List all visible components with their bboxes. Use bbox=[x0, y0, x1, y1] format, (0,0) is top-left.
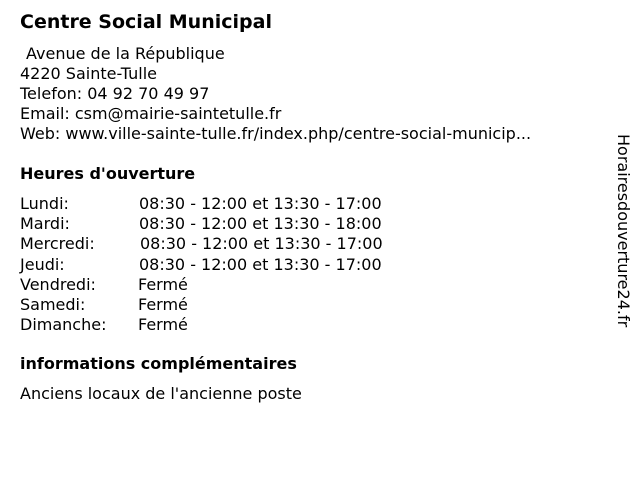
phone-line: Telefon: 04 92 70 49 97 bbox=[20, 84, 210, 103]
day-label: Lundi: bbox=[20, 194, 69, 213]
day-label: Vendredi: bbox=[20, 274, 96, 294]
street-address: Avenue de la République bbox=[26, 44, 225, 63]
watermark-text: Horairesdouverture24.fr bbox=[614, 134, 633, 328]
contact-block bbox=[20, 44, 531, 144]
day-label: Dimanche: bbox=[20, 315, 107, 335]
email-line: Email: csm@mairie-saintetulle.fr bbox=[20, 104, 282, 123]
time-value: 08:30 - 12:00 et 13:30 - 17:00 bbox=[140, 234, 383, 254]
day-label: Jeudi: bbox=[20, 254, 65, 274]
time-value: 08:30 - 12:00 et 13:30 - 18:00 bbox=[139, 214, 382, 234]
time-value: Fermé bbox=[138, 315, 188, 335]
day-label: Samedi: bbox=[20, 294, 86, 314]
info-text: Anciens locaux de l'ancienne poste bbox=[20, 384, 302, 403]
day-label: Mardi: bbox=[20, 214, 70, 234]
time-value: 08:30 - 12:00 et 13:30 - 17:00 bbox=[139, 254, 382, 274]
time-value: Fermé bbox=[138, 274, 188, 294]
info-heading: informations complémentaires bbox=[20, 354, 297, 373]
city-address: 4220 Sainte-Tulle bbox=[20, 64, 157, 83]
day-label: Mercredi: bbox=[20, 234, 95, 254]
time-value: Fermé bbox=[138, 294, 188, 314]
web-line: Web: www.ville-sainte-tulle.fr/index.php/centre-social-municip... bbox=[20, 124, 532, 143]
site-watermark bbox=[612, 134, 634, 374]
hours-heading: Heures d'ouverture bbox=[20, 164, 196, 183]
time-value: 08:30 - 12:00 et 13:30 - 17:00 bbox=[139, 194, 382, 213]
place-title: Centre Social Municipal bbox=[20, 11, 272, 33]
